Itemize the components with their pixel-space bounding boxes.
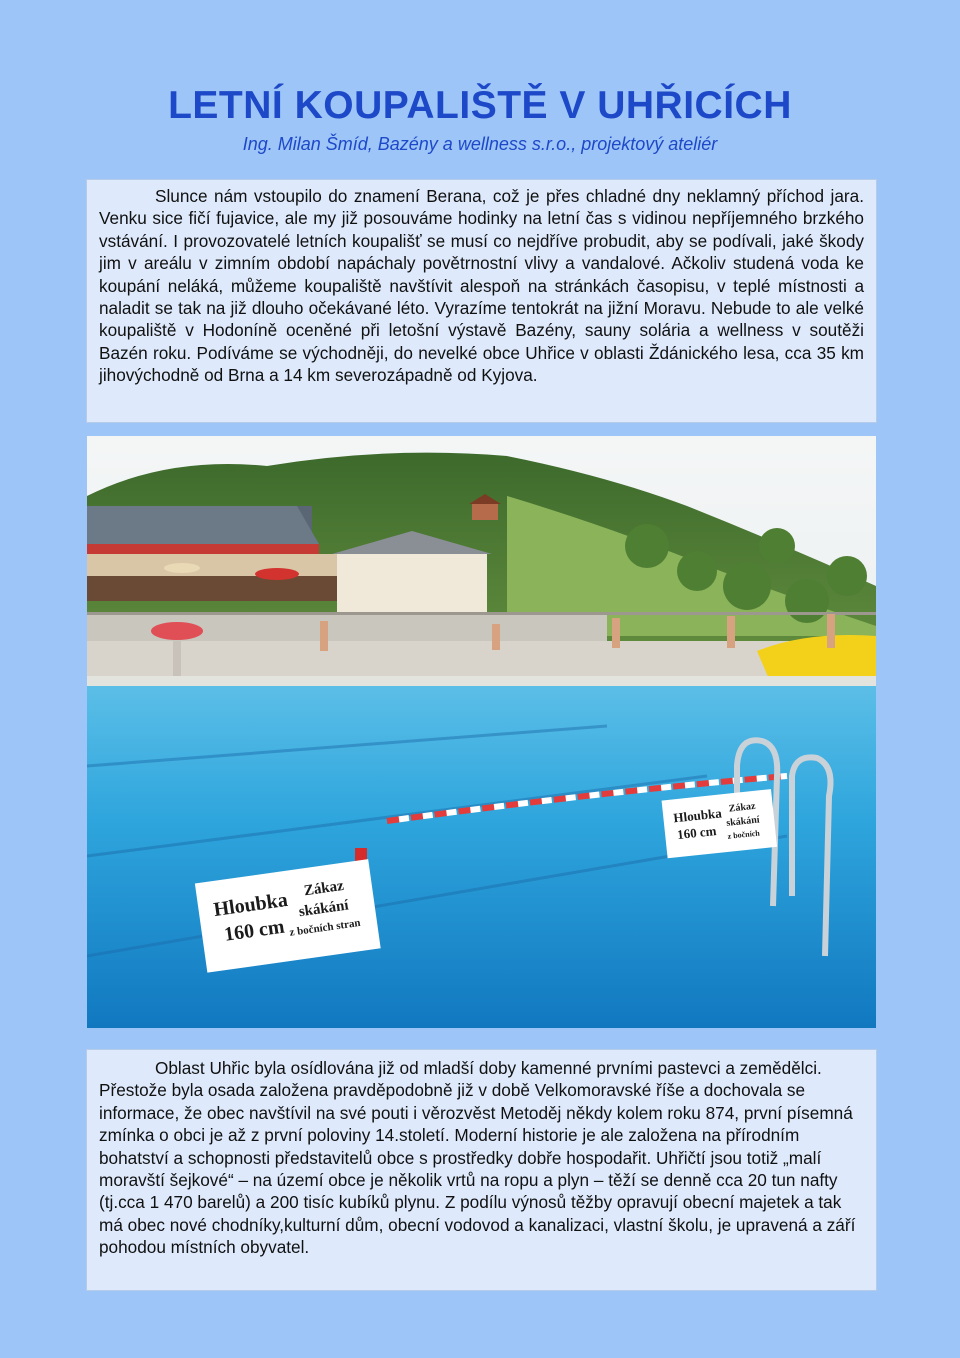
page-title: LETNÍ KOUPALIŠTĚ V UHŘICÍCH <box>168 84 792 127</box>
intro-paragraph: Slunce nám vstoupilo do znamení Berana, což je přes chladné dny neklamný příchod jara. Venku sice fičí fujavice, ale my již posouváme hodinky na letní čas s vidinou nepříjemného brzkého vstávání. I provozovatelé letních koupališť se musí co nejdříve probudit, aby se podívali, jaké škody jim v areálu v zimním období napáchaly povětrnostní vlivy a vandalové. Ačkoliv studená voda ke koupání neláká, můžeme koupaliště navštívit alespoň na stránkách časopisu, v teplé místnosti a naladit se tak na již dlouho očekávané léto. Vyrazíme tentokrát na jižní Moravu. Nebude to ale velké koupaliště v Hodoníně oceněné při letošní výstavě Bazény, sauny solária a wellness v soutěži Bazén roku. Podíváme se východněji, do nevelké obce Uhřice v oblasti Ždánického lesa, cca 35 km jihovýchodně od Brna a 14 km severozápadně od Kyjova. <box>99 186 864 386</box>
sign-right-ban-line2: skákání <box>725 814 761 829</box>
history-paragraph: Oblast Uhřic byla osídlována již od mladší doby kamenné prvními pastevci a zemědělci. Přestože byla osada založena pravděpodobně již v době Velkomoravské říše a dochovala se informace, že obec navštívil na své pouti i věrozvěst Metoděj někdy kolem roku 874, první písemná zmínka o obci je až z první poloviny 14.století. Moderní historie je ale založena na přírodním bohatství a schopnosti představitelů obce s prostředky dobře hospodařit. Uhřičtí jsou totiž „malí moravští šejkové“ – na území obce je několik vrtů na ropu a plyn – těží se denně cca 20 tun nafty (tj.cca 1 470 barelů) a 200 tisíc kubíků plynu. Z podílu výnosů těžby opravují obecní majetek a tak má obec nové chodníky,kulturní dům, obecní vodovod a kanalizaci, vlastní školu, je upravená a září pohodou místních obyvatel. <box>99 1058 856 1258</box>
sign-right-ban-line1: Zákaz <box>728 800 756 815</box>
intro-text-box <box>86 179 877 423</box>
history-text-box <box>86 1049 877 1291</box>
swimming-pool-photo <box>87 436 876 1028</box>
author-subtitle: Ing. Milan Šmíd, Bazény a wellness s.r.o., projektový ateliér <box>242 134 718 154</box>
sign-right-depth-label: Hloubka <box>672 805 723 826</box>
sign-left-ban-line1: Zákaz <box>302 877 345 900</box>
sign-right-ban-line3: z bočních <box>727 828 761 841</box>
sign-left-depth-label: Hloubka <box>212 888 290 922</box>
sign-left-ban-line2: skákání <box>297 897 350 921</box>
sign-right-depth-value: 160 cm <box>676 823 718 843</box>
sign-left-ban-line3: z bočních stran <box>288 916 362 939</box>
sign-left-depth-value: 160 cm <box>222 915 286 946</box>
